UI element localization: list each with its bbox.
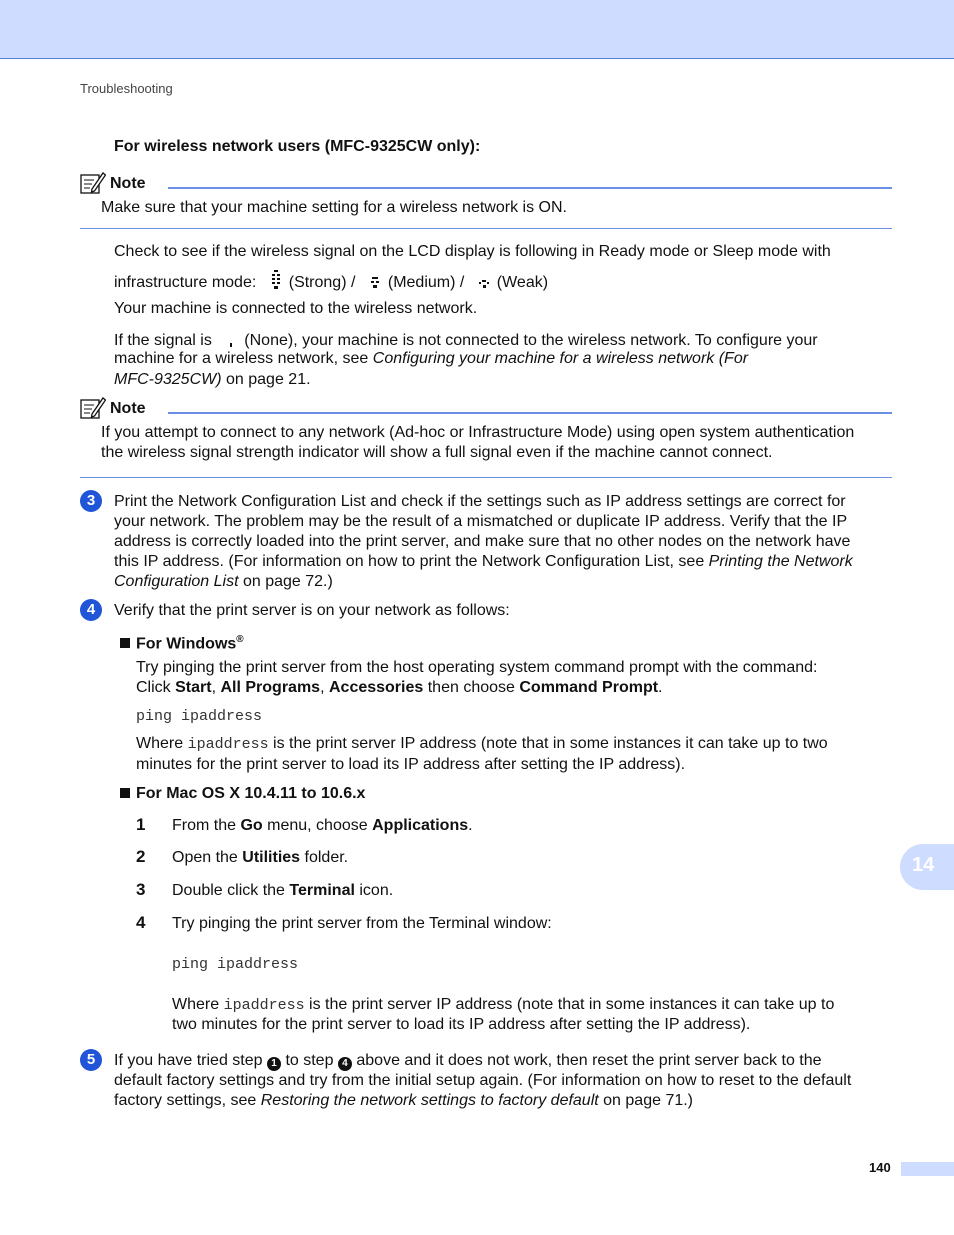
- mac-step-1-number: 1: [136, 815, 146, 834]
- link-configuring-wireless-cont[interactable]: MFC-9325CW): [114, 371, 222, 388]
- step5-line3-rest: on page 71.): [603, 1092, 694, 1109]
- note-text: Make sure that your machine setting for a wireless network is ON.: [101, 199, 567, 216]
- mac-s2-a: Open the: [172, 849, 238, 866]
- step-3-badge: 3: [80, 490, 102, 512]
- mac-s2-b: folder.: [304, 849, 349, 866]
- signal-none-icon: [224, 327, 238, 349]
- mac-step-2: [172, 848, 348, 868]
- step5-line-3: [114, 1091, 693, 1111]
- bullet-square-icon: [120, 788, 130, 798]
- signal-strong-label: (Strong) /: [288, 274, 356, 291]
- then-choose: then choose: [427, 679, 515, 696]
- click-word: Click: [136, 679, 171, 696]
- page-number-bar: [901, 1162, 954, 1176]
- step3-line-4: [114, 552, 853, 572]
- folder-utilities: Utilities: [242, 849, 301, 866]
- signal-medium-label: (Medium) /: [387, 274, 465, 291]
- none-line3-rest: on page 21.: [226, 371, 311, 388]
- link-configuring-wireless[interactable]: Configuring your machine for a wireless network (For: [372, 350, 749, 367]
- where-rest: is the print server IP address (note that in some instances it can take up to two: [273, 735, 828, 752]
- mac-heading: [120, 784, 365, 804]
- note-end-rule: [80, 228, 892, 229]
- step3-line-5: [114, 572, 333, 592]
- menu-all-programs: All Programs: [220, 679, 321, 696]
- signal-weak-label: (Weak): [496, 274, 549, 291]
- step-ref-1: 1: [267, 1057, 281, 1071]
- mac-step-2-number: 2: [136, 847, 146, 866]
- mac-s3-b: icon.: [359, 882, 394, 899]
- windows-heading: [120, 630, 244, 654]
- none-line-1: [114, 327, 818, 351]
- mac-step-4-number: 4: [136, 913, 146, 932]
- step5-line3-prefix: factory settings, see: [114, 1092, 257, 1109]
- mac-step-4: Try pinging the print server from the Terminal window:: [172, 915, 552, 932]
- step5-line-2: default factory settings and try from the initial setup again. (For information on how to reset to the default: [114, 1072, 852, 1089]
- note2-line-2: the wireless signal strength indicator will show a full signal even if the machine cannot connect.: [101, 444, 773, 461]
- step5-c: above and it does not work, then reset the print server back to the: [356, 1052, 822, 1069]
- windows-command: ping ipaddress: [136, 708, 263, 725]
- step3-line4-prefix: this IP address. (For information on how to print the Network Configuration List, see: [114, 553, 705, 570]
- comma: ,: [211, 679, 217, 696]
- note2-end-rule: [80, 477, 892, 478]
- note-label: Note: [110, 400, 146, 417]
- ipaddress-code: ipaddress: [187, 736, 269, 753]
- signal-medium-icon: [368, 269, 382, 291]
- mac-s3-a: Double click the: [172, 882, 285, 899]
- period: .: [468, 817, 473, 834]
- link-printing-config-list[interactable]: Printing the Network: [708, 553, 853, 570]
- menu-applications: Applications: [372, 817, 469, 834]
- step5-a: If you have tried step: [114, 1052, 263, 1069]
- where-rest: is the print server IP address (note that in some instances it can take up to: [309, 996, 835, 1013]
- step-4-badge: 4: [80, 599, 102, 621]
- signal-weak-icon: [477, 269, 491, 291]
- page-number: 140: [869, 1160, 891, 1175]
- lcd-line-2: [114, 269, 548, 293]
- connected-text: Your machine is connected to the wireless network.: [114, 300, 478, 317]
- windows-line-2: [136, 678, 663, 698]
- menu-go: Go: [240, 817, 263, 834]
- windows-heading-label: For Windows: [136, 635, 237, 653]
- ipaddress-code: ipaddress: [223, 997, 305, 1014]
- mac-command: ping ipaddress: [172, 956, 299, 973]
- section-title: Troubleshooting: [80, 81, 173, 96]
- none-line-2: [114, 349, 748, 369]
- where-word: Where: [172, 996, 220, 1013]
- lcd-mode-label: infrastructure mode:: [114, 274, 257, 291]
- step5-b: to step: [285, 1052, 334, 1069]
- mac-s1-b: menu, choose: [267, 817, 368, 834]
- none-prefix: If the signal is: [114, 332, 212, 349]
- period: .: [658, 679, 663, 696]
- where-word: Where: [136, 735, 184, 752]
- header-band: [0, 0, 954, 59]
- menu-command-prompt: Command Prompt: [519, 679, 659, 696]
- chapter-number: 14: [912, 854, 935, 876]
- lcd-line-1: Check to see if the wireless signal on the LCD display is following in Ready mode or Sleep mode with: [114, 243, 831, 260]
- step-5-badge: 5: [80, 1049, 102, 1071]
- wireless-heading: For wireless network users (MFC-9325CW only):: [114, 138, 481, 155]
- none-line2-prefix: machine for a wireless network, see: [114, 350, 369, 367]
- menu-start: Start: [175, 679, 212, 696]
- note2-line-1: If you attempt to connect to any network (Ad-hoc or Infrastructure Mode) using open system authentication: [101, 424, 855, 441]
- link-restoring-network-settings[interactable]: Restoring the network settings to factory default: [260, 1092, 599, 1109]
- windows-line-1: Try pinging the print server from the host operating system command prompt with the command:: [136, 659, 818, 676]
- step5-line-1: [114, 1051, 822, 1071]
- mac-step-3-number: 3: [136, 880, 146, 899]
- comma: ,: [320, 679, 325, 696]
- step-ref-4: 4: [338, 1057, 352, 1071]
- windows-where-line-1: [136, 734, 828, 755]
- terminal-app: Terminal: [289, 882, 355, 899]
- note-divider: [168, 412, 892, 414]
- mac-s1-a: From the: [172, 817, 237, 834]
- step3-line-1: Print the Network Configuration List and check if the settings such as IP address settings are correct for: [114, 493, 846, 510]
- note-pencil-icon: [80, 171, 106, 195]
- mac-heading-label: For Mac OS X 10.4.11 to 10.6.x: [136, 785, 366, 802]
- chapter-tab[interactable]: [900, 844, 954, 890]
- none-line-3: [114, 370, 311, 390]
- mac-where-line-1: [172, 995, 834, 1016]
- step3-line-2: your network. The problem may be the result of a mismatched or duplicate IP address. Verify that the IP: [114, 513, 848, 530]
- step4-text: Verify that the print server is on your network as follows:: [114, 602, 510, 619]
- mac-step-1: [172, 816, 473, 836]
- none-rest: (None), your machine is not connected to the wireless network. To configure your: [244, 332, 818, 349]
- note-divider: [168, 187, 892, 189]
- mac-where-line-2: two minutes for the print server to load its IP address after setting the IP address).: [172, 1016, 751, 1033]
- menu-accessories: Accessories: [328, 679, 424, 696]
- step3-line-3: address is correctly loaded into the print server, and make sure that no other nodes on the network have: [114, 533, 851, 550]
- mac-step-3: [172, 881, 393, 901]
- note-label: Note: [110, 175, 146, 192]
- registered-mark: ®: [236, 634, 244, 645]
- note-header: [80, 171, 892, 197]
- windows-where-line-2: minutes for the print server to load its IP address after setting the IP address).: [136, 756, 686, 773]
- signal-strong-icon: [269, 269, 283, 291]
- bullet-square-icon: [120, 638, 130, 648]
- note-header-2: [80, 396, 892, 422]
- step3-line5-rest: on page 72.): [242, 573, 333, 590]
- note-pencil-icon: [80, 396, 106, 420]
- link-printing-config-list-cont[interactable]: Configuration List: [114, 573, 239, 590]
